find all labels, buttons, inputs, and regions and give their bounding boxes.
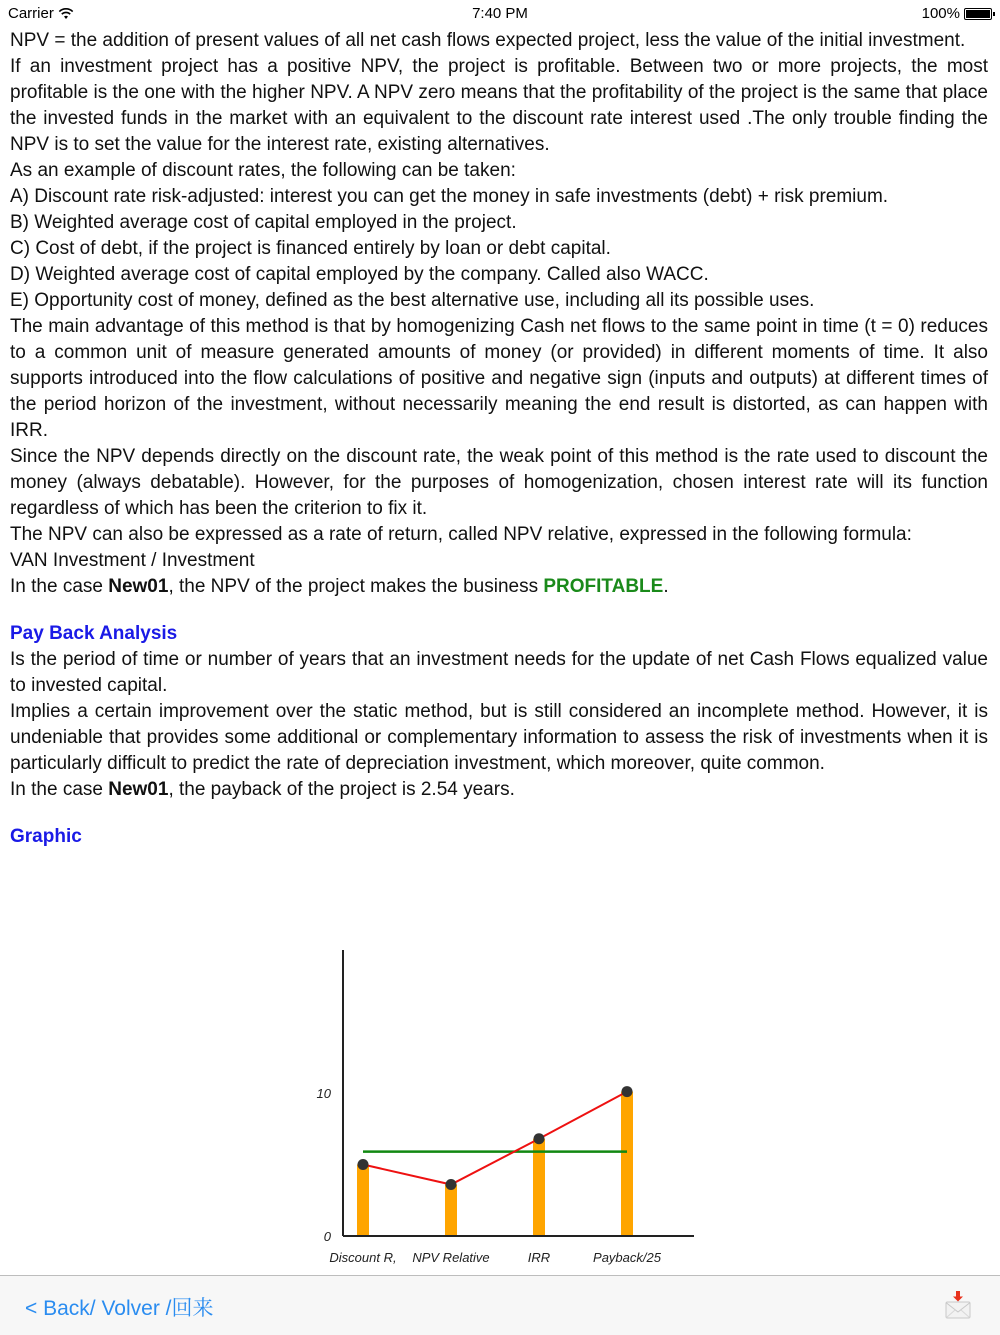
back-button[interactable]: < Back/ Volver /回来 bbox=[25, 1297, 214, 1320]
chart-bar bbox=[621, 1092, 633, 1236]
payback-definition: Is the period of time or number of years that an investment needs for the update of net Cash Flows equalized value to invested capital. bbox=[10, 649, 988, 696]
x-tick-label: Discount R, bbox=[329, 1250, 397, 1265]
x-tick-label: Payback/25 bbox=[593, 1250, 661, 1265]
bottom-toolbar bbox=[0, 1275, 1000, 1335]
npv-case-middle: , the NPV of the project makes the business bbox=[168, 576, 544, 597]
chart-bar bbox=[357, 1165, 369, 1237]
trend-line bbox=[363, 1092, 627, 1185]
npv-case-suffix: . bbox=[663, 576, 669, 597]
profitable-status: PROFITABLE bbox=[543, 576, 664, 597]
chart bbox=[0, 940, 1000, 1270]
payback-case-prefix: In the case bbox=[10, 779, 109, 800]
x-tick-label: IRR bbox=[527, 1250, 551, 1265]
data-point-marker bbox=[446, 1179, 457, 1190]
list-item: D) Weighted average cost of capital employed by the company. Called also WACC. bbox=[10, 264, 709, 285]
y-tick-label: 10 bbox=[316, 1086, 331, 1101]
npv-relative-paragraph: The NPV can also be expressed as a rate of return, called NPV relative, expressed in the following formula: bbox=[10, 524, 912, 545]
article-content bbox=[10, 28, 988, 850]
list-item: E) Opportunity cost of money, defined as the best alternative use, including all its possible uses. bbox=[10, 290, 815, 311]
npv-positive-paragraph: If an investment project has a positive NPV, the project is profitable. Between two or more projects, the most profitable is the one with the higher NPV. A NPV zero means that the profitability of the project is the same that place the invested funds in the market with an equivalent to the discount rate interest used .The only trouble finding the NPV is to set the value for the interest rate, existing alternatives. bbox=[10, 56, 988, 155]
data-point-marker bbox=[534, 1133, 545, 1144]
npv-case-result bbox=[10, 574, 988, 600]
payback-heading: Pay Back Analysis bbox=[10, 623, 178, 644]
list-item: C) Cost of debt, if the project is financed entirely by loan or debt capital. bbox=[10, 238, 611, 259]
x-tick-label: NPV Relative bbox=[412, 1250, 490, 1265]
clock: 7:40 PM bbox=[472, 5, 528, 22]
list-item: A) Discount rate risk-adjusted: interest you can get the money in safe investments (debt) + risk premium. bbox=[10, 186, 889, 207]
payback-case-result bbox=[10, 777, 988, 803]
status-bar bbox=[0, 0, 1000, 28]
y-tick-label: 0 bbox=[323, 1229, 331, 1244]
battery-percent: 100% bbox=[921, 5, 960, 22]
case-name: New01 bbox=[108, 779, 169, 800]
list-item: B) Weighted average cost of capital employed in the project. bbox=[10, 212, 517, 233]
discount-rates-intro: As an example of discount rates, the following can be taken: bbox=[10, 160, 516, 181]
npv-definition: NPV = the addition of present values of all net cash flows expected project, less the value of the initial investment. bbox=[10, 30, 966, 51]
carrier-label: Carrier bbox=[8, 5, 54, 22]
graphic-heading: Graphic bbox=[10, 826, 82, 847]
payback-improvement: Implies a certain improvement over the static method, but is still considered an incomplete method. However, it is undeniable that provides some additional or complementary information to assess the risk of investments when it is particularly difficult to predict the rate of depreciation investment, which moreover, quite common. bbox=[10, 701, 988, 774]
formula: VAN Investment / Investment bbox=[10, 550, 255, 571]
battery-indicator bbox=[922, 5, 992, 22]
advantage-paragraph: The main advantage of this method is that by homogenizing Cash net flows to the same point in time (t = 0) reduces to a common unit of measure generated amounts of money (or provided) in different moments of time. It also supports introduced into the flow calculations of positive and negative sign (inputs and outputs) at different times of the period horizon of the investment, without necessarily meaning the end result is distorted, as can happen with IRR. bbox=[10, 316, 988, 441]
npv-case-prefix: In the case bbox=[10, 576, 109, 597]
chart-svg bbox=[0, 940, 1000, 1270]
chart-bar bbox=[445, 1185, 457, 1236]
case-name: New01 bbox=[108, 576, 169, 597]
weak-point-paragraph: Since the NPV depends directly on the discount rate, the weak point of this method is the rate used to discount the money (always debatable). However, for the purposes of homogenization, chosen interest rate will its function regardless of which has been the criterion to fix it. bbox=[10, 446, 988, 519]
mail-download-icon[interactable] bbox=[944, 1290, 972, 1320]
data-point-marker bbox=[622, 1086, 633, 1097]
data-point-marker bbox=[358, 1159, 369, 1170]
payback-case-suffix: , the payback of the project is 2.54 years. bbox=[168, 779, 515, 800]
battery-icon bbox=[964, 8, 992, 20]
chart-bar bbox=[533, 1139, 545, 1236]
